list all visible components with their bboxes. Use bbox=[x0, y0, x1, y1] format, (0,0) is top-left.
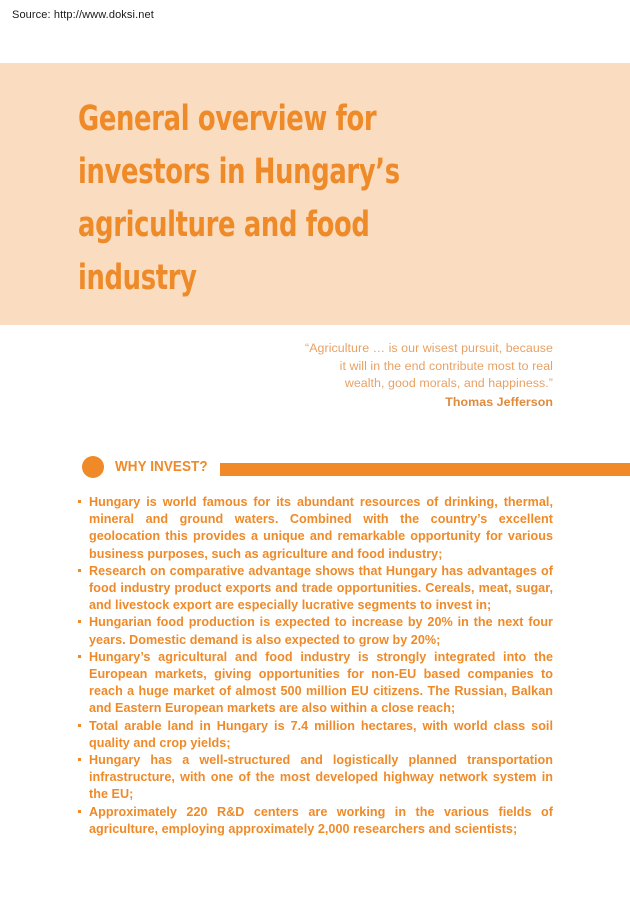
hero-title-band bbox=[0, 63, 630, 325]
quote-attribution: Thomas Jefferson bbox=[445, 394, 553, 409]
bullet-square-icon bbox=[78, 724, 81, 727]
bullet-square-icon bbox=[78, 620, 81, 623]
quote-line-1: “Agriculture … is our wisest pursuit, because bbox=[305, 341, 553, 355]
source-url-text: Source: http://www.doksi.net bbox=[12, 9, 154, 21]
list-item-text: Total arable land in Hungary is 7.4 million hectares, with world class soil quality and crop yields; bbox=[89, 718, 553, 750]
section-divider-bar bbox=[220, 463, 630, 476]
bullet-square-icon bbox=[78, 810, 81, 813]
list-item bbox=[78, 494, 553, 563]
source-header bbox=[0, 0, 630, 63]
list-item bbox=[78, 614, 553, 648]
list-item bbox=[78, 804, 553, 838]
bullet-circle-icon bbox=[82, 456, 104, 478]
bullet-square-icon bbox=[78, 655, 81, 658]
page-title: General overview for investors in Hungary’s agriculture and food industry bbox=[78, 99, 400, 298]
list-item bbox=[78, 718, 553, 752]
section-header-why-invest bbox=[0, 452, 630, 486]
list-item-text: Hungarian food production is expected to increase by 20% in the next four years. Domestic demand is also expected to grow by 20%; bbox=[89, 615, 553, 647]
list-item-text: Hungary’s agricultural and food industry is strongly integrated into the European markets, giving opportunities for non-EU based companies to reach a huge market of almost 500 million EU citizens. The Russian, Balkan and Eastern European markets are also within a close reach; bbox=[89, 649, 553, 716]
list-item bbox=[78, 563, 553, 615]
list-item bbox=[78, 752, 553, 804]
list-item bbox=[78, 649, 553, 718]
bullet-square-icon bbox=[78, 500, 81, 503]
list-item-text: Research on comparative advantage shows that Hungary has advantages of food industry product exports and trade opportunities. Cereals, meat, sugar, and livestock export are especially lucrative segments to invest in; bbox=[89, 563, 553, 613]
list-item-text: Hungary has a well-structured and logistically planned transportation infrastructure, with one of the most developed highway network system in the EU; bbox=[89, 753, 553, 802]
quote-line-3: wealth, good morals, and happiness.” bbox=[344, 376, 553, 390]
quote-line-2: it will in the end contribute most to real bbox=[339, 358, 553, 373]
bullet-square-icon bbox=[78, 758, 81, 761]
list-item-text: Approximately 220 R&D centers are working in the various fields of agriculture, employing approximately 2,000 researchers and scientists; bbox=[89, 804, 553, 836]
section-title: WHY INVEST? bbox=[115, 459, 208, 475]
list-item-text: Hungary is world famous for its abundant resources of drinking, thermal, mineral and ground waters. Combined with the country’s excellent geolocation this provides a unique and remarkable opportunity for various business purposes, such as agriculture and food industry; bbox=[89, 495, 553, 561]
bullet-square-icon bbox=[78, 569, 81, 572]
why-invest-list bbox=[78, 494, 553, 838]
pull-quote bbox=[213, 340, 553, 411]
